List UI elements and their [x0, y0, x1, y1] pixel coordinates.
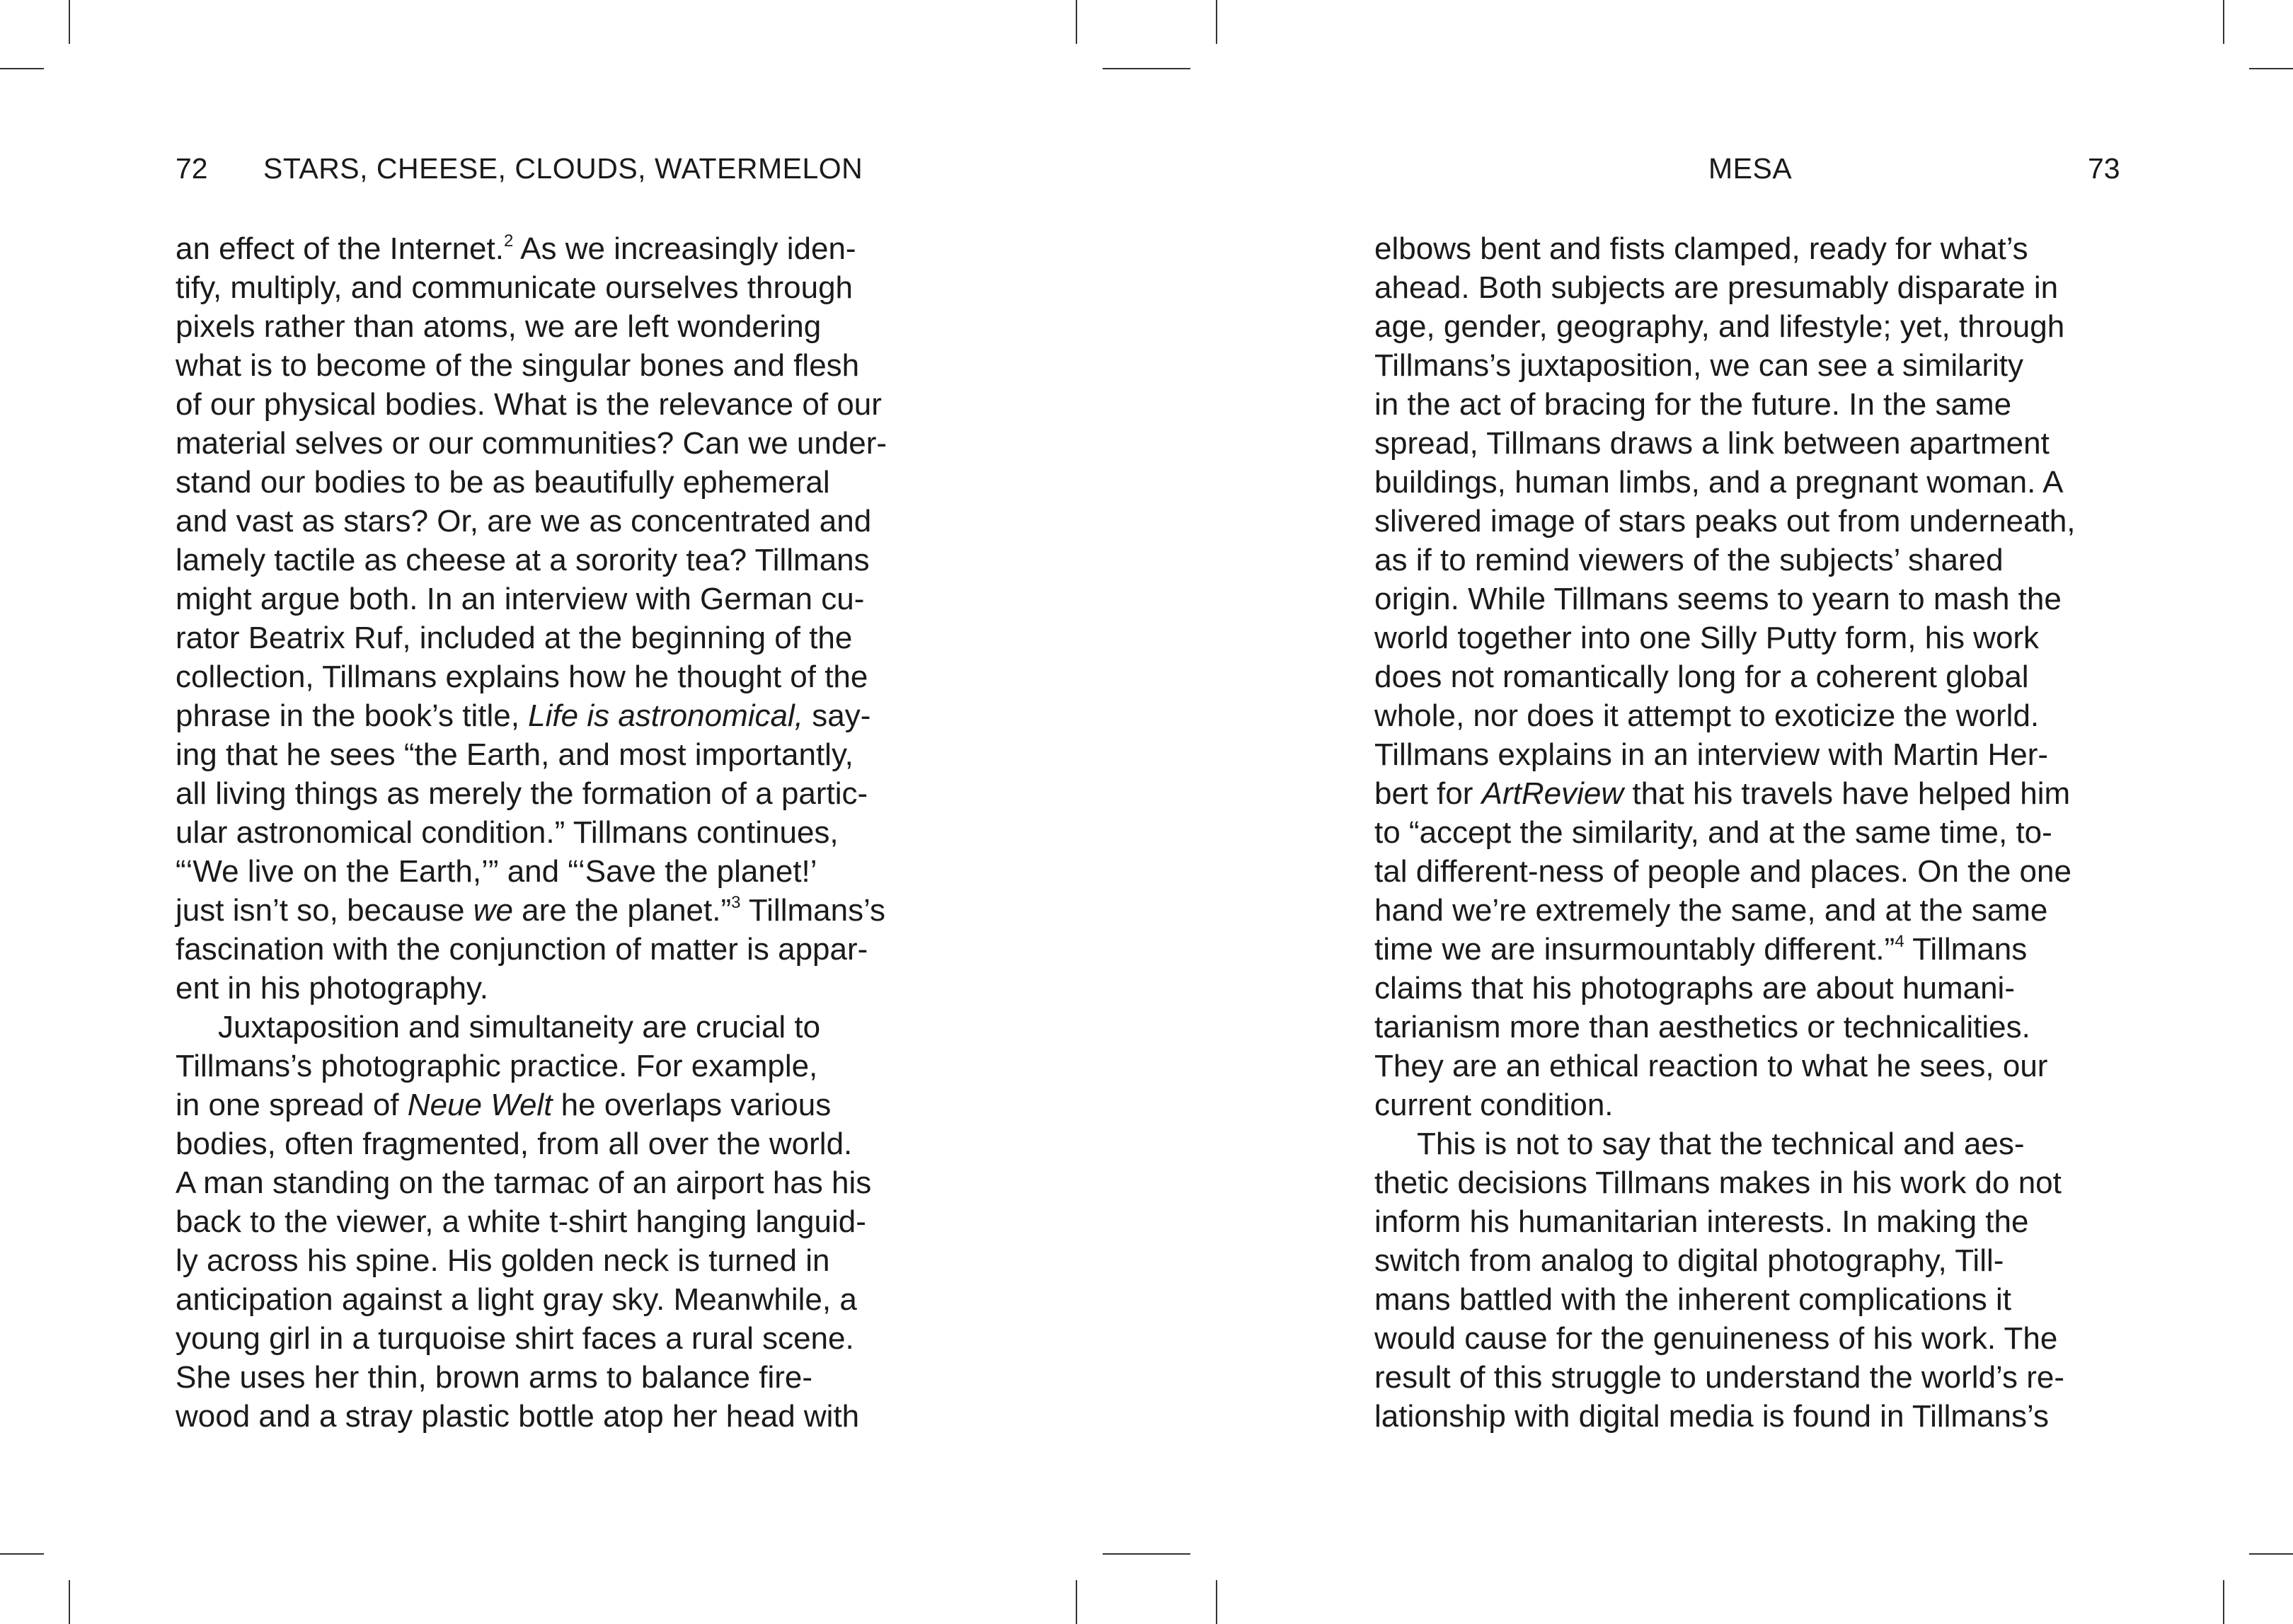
- text-line: origin. While Tillmans seems to yearn to mash the: [1374, 582, 2062, 616]
- text-line: ular astronomical condition.” Tillmans continues,: [176, 815, 839, 850]
- text-line: “‘We live on the Earth,’” and “‘Save the planet!’: [176, 854, 817, 889]
- text-line: ly across his spine. His golden neck is turned in: [176, 1243, 830, 1278]
- publication-title: ArtReview: [1481, 776, 1624, 811]
- text-line: wood and a stray plastic bottle atop her head with: [176, 1399, 860, 1434]
- body-text: [1374, 229, 2125, 1436]
- right-page: [1146, 0, 2293, 1624]
- text-line: inform his humanitarian interests. In making the: [1374, 1204, 2029, 1239]
- text-line: ent in his photography.: [176, 971, 488, 1006]
- text-line: mans battled with the inherent complications it: [1374, 1282, 2012, 1317]
- text-line: what is to become of the singular bones and flesh: [176, 348, 860, 383]
- text-line: would cause for the genuineness of his work. The: [1374, 1321, 2058, 1356]
- text-line: tarianism more than aesthetics or technicalities.: [1374, 1010, 2030, 1044]
- text-line: slivered image of stars peaks out from underneath,: [1374, 504, 2076, 539]
- footnote-ref: 2: [503, 231, 514, 250]
- text-line: A man standing on the tarmac of an airport has his: [176, 1165, 872, 1200]
- text-line: just isn’t so, because we are the planet.”$^3$ Tillmans’s: [176, 893, 886, 928]
- text-line: an effect of the Internet.$^2$ As we increasingly iden-: [176, 231, 856, 266]
- running-head: STARS, CHEESE, CLOUDS, WATERMELON: [263, 152, 863, 185]
- text-line: Tillmans explains in an interview with Martin Her-: [1374, 737, 2049, 772]
- text-line: collection, Tillmans explains how he thought of the: [176, 660, 868, 694]
- text-line: bert for ArtReview that his travels have helped him: [1374, 776, 2071, 811]
- text-line: ahead. Both subjects are presumably disparate in: [1374, 270, 2059, 305]
- text-line: does not romantically long for a coherent global: [1374, 660, 2029, 694]
- text-line: switch from analog to digital photography, Till-: [1374, 1243, 2004, 1278]
- footnote-ref: 3: [731, 893, 741, 912]
- text-line: lationship with digital media is found in Tillmans’s: [1374, 1399, 2050, 1434]
- text-line: buildings, human limbs, and a pregnant woman. A: [1374, 465, 2064, 500]
- text-line: They are an ethical reaction to what he sees, our: [1374, 1049, 2048, 1083]
- text-line: in the act of bracing for the future. In the same: [1374, 387, 2012, 422]
- running-head: MESA: [1708, 152, 1793, 185]
- text-line: lamely tactile as cheese at a sorority tea? Tillmans: [176, 543, 870, 577]
- text-line: as if to remind viewers of the subjects’ shared: [1374, 543, 2004, 577]
- text-line: ing that he sees “the Earth, and most importantly,: [176, 737, 854, 772]
- text-line: all living things as merely the formation of a partic-: [176, 776, 868, 811]
- text-line: She uses her thin, brown arms to balance fire-: [176, 1360, 813, 1395]
- page-number: 72: [176, 152, 208, 185]
- text-line: age, gender, geography, and lifestyle; yet, through: [1374, 309, 2065, 344]
- text-line: to “accept the similarity, and at the same time, to-: [1374, 815, 2052, 850]
- text-line: hand we’re extremely the same, and at the same: [1374, 893, 2048, 928]
- body-text: [176, 229, 926, 1436]
- left-page: [0, 0, 1146, 1624]
- text-line: bodies, often fragmented, from all over the world.: [176, 1127, 853, 1161]
- text-line: and vast as stars? Or, are we as concentrated and: [176, 504, 872, 539]
- text-line: of our physical bodies. What is the relevance of our: [176, 387, 882, 422]
- text-line: elbows bent and fists clamped, ready for what’s: [1374, 231, 2028, 266]
- text-line: time we are insurmountably different.”$^4$ Tillmans: [1374, 932, 2028, 967]
- book-title: Life is astronomical,: [528, 698, 803, 733]
- text-line: in one spread of Neue Welt he overlaps various: [176, 1088, 832, 1122]
- text-line: tify, multiply, and communicate ourselves through: [176, 270, 854, 305]
- text-line: result of this struggle to understand the world’s re-: [1374, 1360, 2065, 1395]
- text-line: spread, Tillmans draws a link between apartment: [1374, 426, 2050, 461]
- text-line: pixels rather than atoms, we are left wondering: [176, 309, 822, 344]
- text-line: tal different-ness of people and places. On the one: [1374, 854, 2071, 889]
- text-line: Tillmans’s photographic practice. For example,: [176, 1049, 818, 1083]
- text-line: Tillmans’s juxtaposition, we can see a similarity: [1374, 348, 2024, 383]
- paragraph-start: Juxtaposition and simultaneity are crucial to: [218, 1010, 821, 1044]
- text-line: claims that his photographs are about humani-: [1374, 971, 2015, 1006]
- text-line: young girl in a turquoise shirt faces a rural scene.: [176, 1321, 854, 1356]
- text-line: back to the viewer, a white t-shirt hanging languid-: [176, 1204, 866, 1239]
- text-line: material selves or our communities? Can we under-: [176, 426, 887, 461]
- text-line: might argue both. In an interview with German cu-: [176, 582, 865, 616]
- text-line: anticipation against a light gray sky. Meanwhile, a: [176, 1282, 857, 1317]
- text-line: world together into one Silly Putty form, his work: [1374, 621, 2040, 655]
- text-line: whole, nor does it attempt to exoticize the world.: [1374, 698, 2040, 733]
- text-line: stand our bodies to be as beautifully ephemeral: [176, 465, 830, 500]
- book-title: Neue Welt: [407, 1088, 553, 1122]
- text-line: fascination with the conjunction of matter is appar-: [176, 932, 868, 967]
- text-line: thetic decisions Tillmans makes in his work do not: [1374, 1165, 2062, 1200]
- paragraph-start: This is not to say that the technical and aes-: [1417, 1127, 2025, 1161]
- text-line: current condition.: [1374, 1088, 1614, 1122]
- text-line: phrase in the book’s title, Life is astronomical, say-: [176, 698, 871, 733]
- page-number: 73: [2088, 152, 2120, 185]
- text-line: rator Beatrix Ruf, included at the beginning of the: [176, 621, 853, 655]
- footnote-ref: 4: [1895, 932, 1904, 951]
